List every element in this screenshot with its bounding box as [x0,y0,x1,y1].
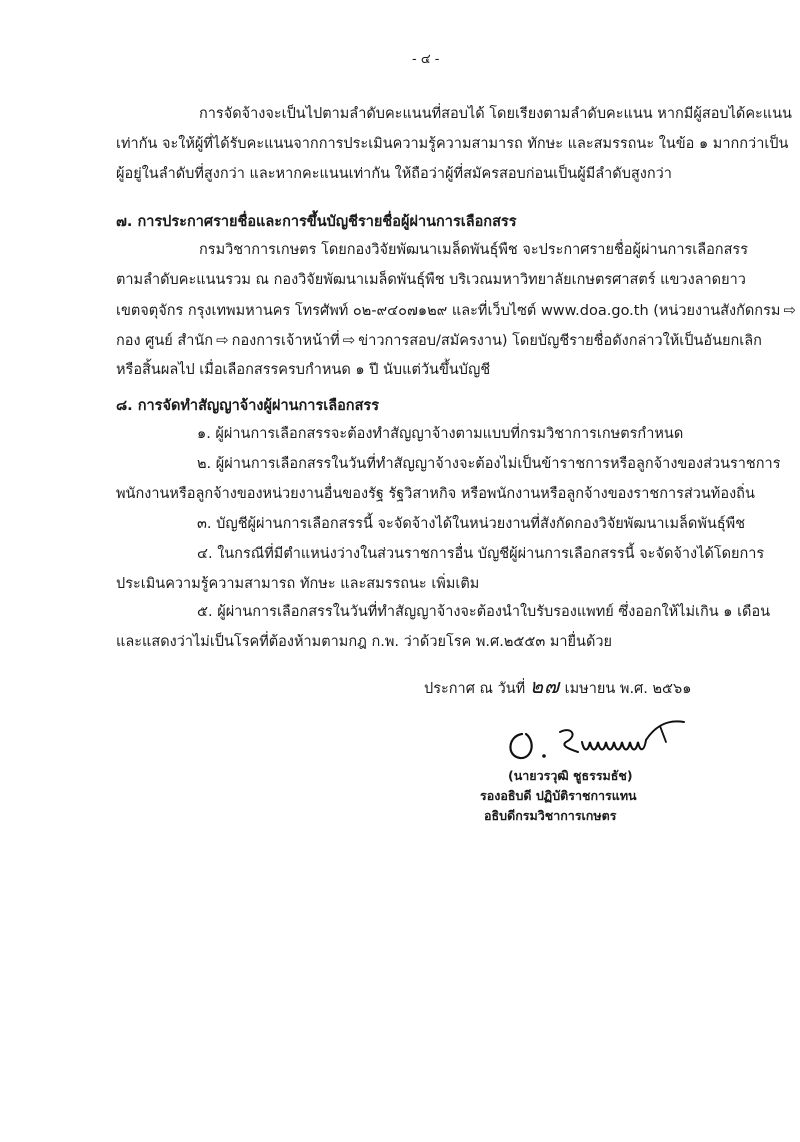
announce-month-year: เมษายน พ.ศ. ๒๕๖๑ [564,681,692,697]
breadcrumb-part-2: กองการเจ้าหน้าที่ [231,333,340,349]
section-8-heading: ๘. การจัดทำสัญญาจ้างผู้ผ่านการเลือกสรร [116,398,379,414]
section-8-item-5: ๕. ผู้ผ่านการเลือกสรรในวันที่ทำสัญญาจ้างจะต้องนำใบรับรองแพทย์ ซึ่งออกให้ไม่เกิน ๑ เดือน [197,604,771,620]
breadcrumb-part-3: ข่าวการสอบ/สมัครงาน) โดยบัญชีรายชื่อดังกล่าวให้เป็นอันยกเลิก [358,333,762,349]
intro-line-1: การจัดจ้างจะเป็นไปตามลำดับคะแนนที่สอบได้ โดยเรียงตามลำดับคะแนน หากมีผู้สอบได้คะแนน [199,106,792,122]
signatory-name: (นายวรวุฒิ ชูธรรมธัช) [508,768,633,783]
section-8-item-1: ๑. ผู้ผ่านการเลือกสรรจะต้องทำสัญญาจ้างตามแบบที่กรมวิชาการเกษตรกำหนด [197,426,684,442]
section-8-item-4: ๔. ในกรณีที่มีตำแหน่งว่างในส่วนราชการอื่น บัญชีผู้ผ่านการเลือกสรรนี้ จะจัดจ้างได้โดยการ [197,546,765,562]
section-8-item-2: ๒. ผู้ผ่านการเลือกสรรในวันที่ทำสัญญาจ้างจะต้องไม่เป็นข้าราชการหรือลูกจ้างของส่วนราชการ [197,456,781,472]
intro-line-2: เท่ากัน จะให้ผู้ที่ได้รับคะแนนจากการประเมินความรู้ความสามารถ ทักษะ และสมรรถนะ ในข้อ ๑ มากกว่าเป็น [116,136,789,152]
signatory-title-1: รองอธิบดี ปฏิบัติราชการแทน [480,788,637,803]
section-7-line-4 [116,330,762,351]
section-7-line-1: กรมวิชาการเกษตร โดยกองวิจัยพัฒนาเมล็ดพันธุ์พืช จะประกาศรายชื่อผู้ผ่านการเลือกสรร [199,242,749,258]
right-arrow-outline-icon: ⇨ [783,301,797,319]
handwritten-signature [500,712,690,766]
section-8-item-2-cont: พนักงานหรือลูกจ้างของหน่วยงานอื่นของรัฐ รัฐวิสาหกิจ หรือพนักงานหรือลูกจ้างของราชการส่วนท้องถิ่น [116,486,755,502]
section-7-line-5: หรือสิ้นผลไป เมื่อเลือกสรรครบกำหนด ๑ ปี นับแต่วันขึ้นบัญชี [116,362,491,378]
right-arrow-outline-icon: ⇨ [342,331,356,349]
announce-day: ๒๗ [529,674,561,698]
section-8-item-5-cont: และแสดงว่าไม่เป็นโรคที่ต้องห้ามตามกฎ ก.พ. ว่าด้วยโรค พ.ศ.๒๕๕๓ มายื่นด้วย [116,634,613,650]
section-7-heading: ๗. การประกาศรายชื่อและการขึ้นบัญชีรายชื่อผู้ผ่านการเลือกสรร [116,214,517,230]
announce-prefix: ประกาศ ณ วันที่ [424,681,526,697]
right-arrow-outline-icon: ⇨ [216,331,229,349]
signatory-title-2: อธิบดีกรมวิชาการเกษตร [484,808,617,823]
intro-line-3: ผู้อยู่ในลำดับที่สูงกว่า และหากคะแนนเท่ากัน ให้ถือว่าผู้ที่สมัครสอบก่อนเป็นผู้มีลำดับสูงกว่า [116,166,672,182]
section-7-line-3 [116,300,799,321]
section-7-line-2: ตามลำดับคะแนนรวม ณ กองวิจัยพัฒนาเมล็ดพันธุ์พืช บริเวณมหาวิทยาลัยเกษตรศาสตร์ แขวงลาดยาว [116,272,746,288]
page-number: - ๔ - [412,52,440,67]
breadcrumb-part-1: กอง ศูนย์ สำนัก [116,333,214,349]
section-8-item-4-cont: ประเมินความรู้ความสามารถ ทักษะ และสมรรถนะ เพิ่มเติม [116,576,480,592]
section-8-item-3: ๓. บัญชีผู้ผ่านการเลือกสรรนี้ จะจัดจ้างได้ในหน่วยงานที่สังกัดกองวิจัยพัฒนาเมล็ดพันธุ์พืช [197,516,746,532]
announcement-date [424,676,691,699]
section-7-line-3-text: เขตจตุจักร กรุงเทพมหานคร โทรศัพท์ ๐๒-๙๔๐๗๑๒๙ และที่เว็บไซต์ www.doa.go.th (หน่วยงานสังกัดกรม [116,303,781,319]
